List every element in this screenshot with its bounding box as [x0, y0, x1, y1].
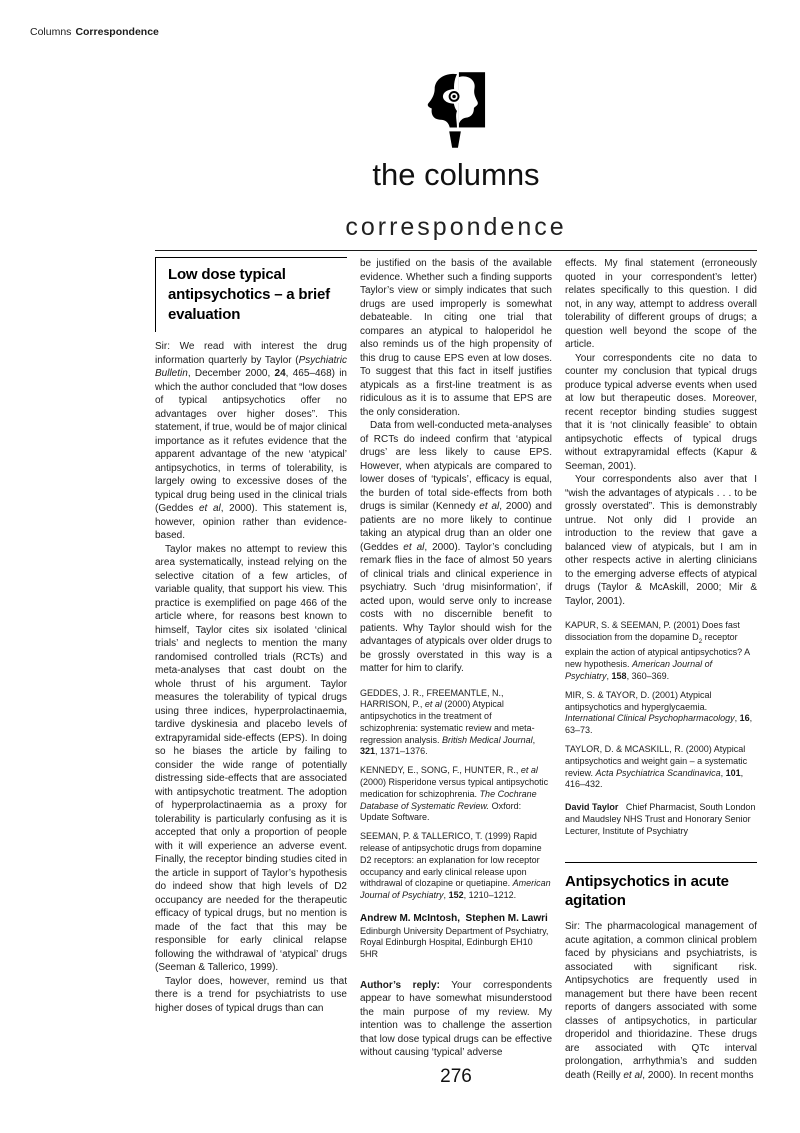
letter2-paragraph-1: Sir: The pharmacological management of acute agitation, a common clinical problem faced by physicians and psychiatrists, is associated with significant risk. Antipsychotics are frequently used in management but there have been recent reports of dangers associated with some classes of antipsychotics, in particular droperidol and thioridazine. These drugs are associated with QTc interval prolongation, arrhythmia’s and sudden death (Reilly et al, 2000). In recent months: [565, 921, 757, 1081]
reference-taylor: TAYLOR, D. & MCASKILL, R. (2000) Atypical antipsychotics and weight gain – a systematic review. Acta Psychiatrica Scandinavica, 101, 416–432.: [565, 743, 748, 790]
reference-kapur: KAPUR, S. & SEEMAN, P. (2001) Does fast dissociation from the dopamine $D_2$ receptor explain the action of atypical antipsychotics? A new hypothesis. American Journal of Psychiatry, 158, 360–369.: [565, 620, 750, 681]
section-rule: [155, 250, 757, 251]
letter1-paragraph-5: Data from well-conducted meta-analyses of RCTs do indeed confirm that ‘atypical drugs’ are less likely to cause EPS. However, when atypicals are compared to lower doses of ‘typicals’, efficacy is equal, the burden of total side-effects from both drugs is similar (Kennedy et al, 2000) and patients are no more likely to continue taking an atypical drug than an older one (Geddes et al, 2000). Taylor’s concluding remark flies in the face of almost 50 years of clinical trials and clinical experience in psychiatry. Such ‘drug misinformation’, if acted upon, would serve only to increase costs with no discernible benefit to patients. Why Taylor should wish for the advantages of atypicals over older drugs to be grossly overstated in this way is a matter for him to clarify.: [360, 420, 553, 674]
running-head: [30, 26, 159, 38]
head-profile-logo-icon: [425, 72, 487, 148]
reference-geddes: GEDDES, J. R., FREEMANTLE, N., HARRISON, P., et al (2000) Atypical antipsychotics in the treatment of schizophrenia: systematic review and meta-regression analysis. British Medical Journal, 321, 1371–1376.: [360, 687, 536, 757]
reference-kennedy: KENNEDY, E., SONG, F., HUNTER, R., et al (2000) Risperidone versus typical antipsychotic medication for schizophrenia. The Cochrane Database of Systematic Review. Oxford: Update Software.: [360, 765, 549, 823]
reply-paragraph-2: Your correspondents cite no data to counter my conclusion that typical drugs produce typical adverse events when used at low but therapeutic doses. Moreover, recent receptor binding studies suggest that it is ‘not clinically feasible’ to obtain antipsychotic effects of typical drugs without extrapyramidal effects (Kapur & Seeman, 2001).: [565, 352, 757, 472]
column-3: [565, 257, 757, 1082]
letter2-title: Antipsychotics in acute agitation: [565, 872, 729, 910]
letter1-signature-affiliation: Edinburgh University Department of Psychiatry, Royal Edinburgh Hospital, Edinburgh EH10 5HR: [360, 925, 549, 960]
letter1-paragraph-3: Taylor does, however, remind us that there is a trend for psychiatrists to use higher doses of typical drugs than can: [155, 975, 347, 1014]
running-head-title: Correspondence: [75, 26, 159, 38]
letter1-heading-box: [155, 257, 347, 332]
column-1: [155, 257, 347, 1082]
reply-paragraph-1: effects. My final statement (erroneously quoted in your correspondent’s letter) relates specifically to this question. I did not, in any way, attempt to address overall tolerability of different groups of drugs; a question well beyond the scope of the article.: [565, 258, 757, 350]
page-number: 276: [440, 1066, 472, 1087]
letter1-references: [360, 688, 552, 903]
reply-references: [565, 620, 757, 791]
reply-signature-line: David Taylor Chief Pharmacist, South London and Maudsley NHS Trust and Honorary Senior Lecturer, Institute of Psychiatry: [565, 802, 756, 836]
letter1-paragraph-1: Sir: We read with interest the drug information quarterly by Taylor (Psychiatric Bulletin, December 2000, 24, 465–468) in which the author concluded that “low doses of typical antipsychotics offer no advantages over higher doses”. This statement, if true, would be of major clinical importance as it refutes evidence that the apparent advantage of the new ‘atypical’ antipsychotics, in terms of tolerability, is largely owing to excessive doses of the typical drug being used in the clinical trials (Geddes et al, 2000). This statement is, however, opinion rather than evidence-based.: [155, 341, 347, 542]
letter1-paragraph-4: be justified on the basis of the available evidence. Whether such a finding supports Taylor’s view or simply indicates that such drugs are used improperly is somewhat debateable. In citing one trial that compares an atypical to haloperidol he also reminds us of the high propensity of this drug to cause EPS even at low doses. To suggest that this fact in itself justifies atypicals as a first-line treatment is as ridiculous as it is to assume that EPS are the only consideration.: [360, 258, 552, 418]
authors-reply-paragraph: Author’s reply: Your correspondents appear to have somewhat misunderstood the main purpose of my review. My intention was to challenge the assertion that low dose typical drugs can be effective without causing ‘typical’ adverse: [360, 979, 552, 1059]
letter1-title: Low dose typical antipsychotics – a brief evaluation: [155, 258, 347, 332]
masthead: [155, 72, 757, 242]
letter1-signature: [360, 913, 552, 961]
reply-signature: [565, 802, 757, 837]
reference-seeman: SEEMAN, P. & TALLERICO, T. (1999) Rapid release of antipsychotic drugs from dopamine D2 receptors: an explanation for low receptor occupancy and early clinical release upon withdrawal of clozapine or quetiapine. American Journal of Psychiatry, 152, 1210–1212.: [360, 831, 551, 901]
column-2: [360, 257, 552, 1082]
masthead-title: the columns: [372, 157, 540, 192]
letter1-signature-names: Andrew M. McIntosh, Stephen M. Lawri: [360, 913, 548, 925]
letter2: [565, 862, 757, 1083]
three-column-body: [155, 257, 757, 1082]
section-title: correspondence: [345, 213, 567, 241]
reference-mir: MIR, S. & TAYOR, D. (2001) Atypical antipsychotics and hyperglycaemia. International Clinical Psychopharmacology, 16, 63–73.: [565, 689, 753, 736]
reply-paragraph-3: Your correspondents also aver that I “wish the advantages of atypicals . . . to be grossly overstated”. This is demonstrably untrue. Not only did I provide an introduction to the review that gave a balanced view of atypicals, but I am in other respects active in alerting clinicians to the emerging adverse effects of atypical drugs (Taylor & McAskill, 2000; Mir & Taylor, 2001).: [565, 474, 757, 607]
letter1-paragraph-2: Taylor makes no attempt to review this area systematically, instead relying on the selective citation of a few articles, of variable quality, that support his view. This practice is exemplified on page 466 of the article where, for reasons best known to himself, Taylor cites six isolated ‘clinical trials’ and neglects to mention the many randomised controlled trials (RCTs) and meta-analyses that cast doubt on the whole thrust of his argument. Taylor measures the tolerability of typical drugs using three indices, hyperprolactinaemia, tardive dyskinesia and placebo levels of extrapyramidal side-effects (EPS). In doing so he biases the article by failing to consider the wide range of potentially distressing side-effects that are associated with antipsychotic treatment. The adoption of hyperprolactinaemia as a proxy for tolerability is particularly confusing as it is accepted that only a proportion of people with it will experience an adverse event. Finally, the receptor binding studies cited in the article in support of Taylor’s hypothesis do indeed show that high levels of D2 occupancy are needed for the therapeutic efficacy of typical drugs, but no mention is made of the fact that this may be responsible for early clinical relapse following the withdrawal of ‘atypical’ drugs (Seeman & Tallerico, 1999).: [155, 543, 347, 974]
running-head-section: Columns: [30, 26, 72, 38]
